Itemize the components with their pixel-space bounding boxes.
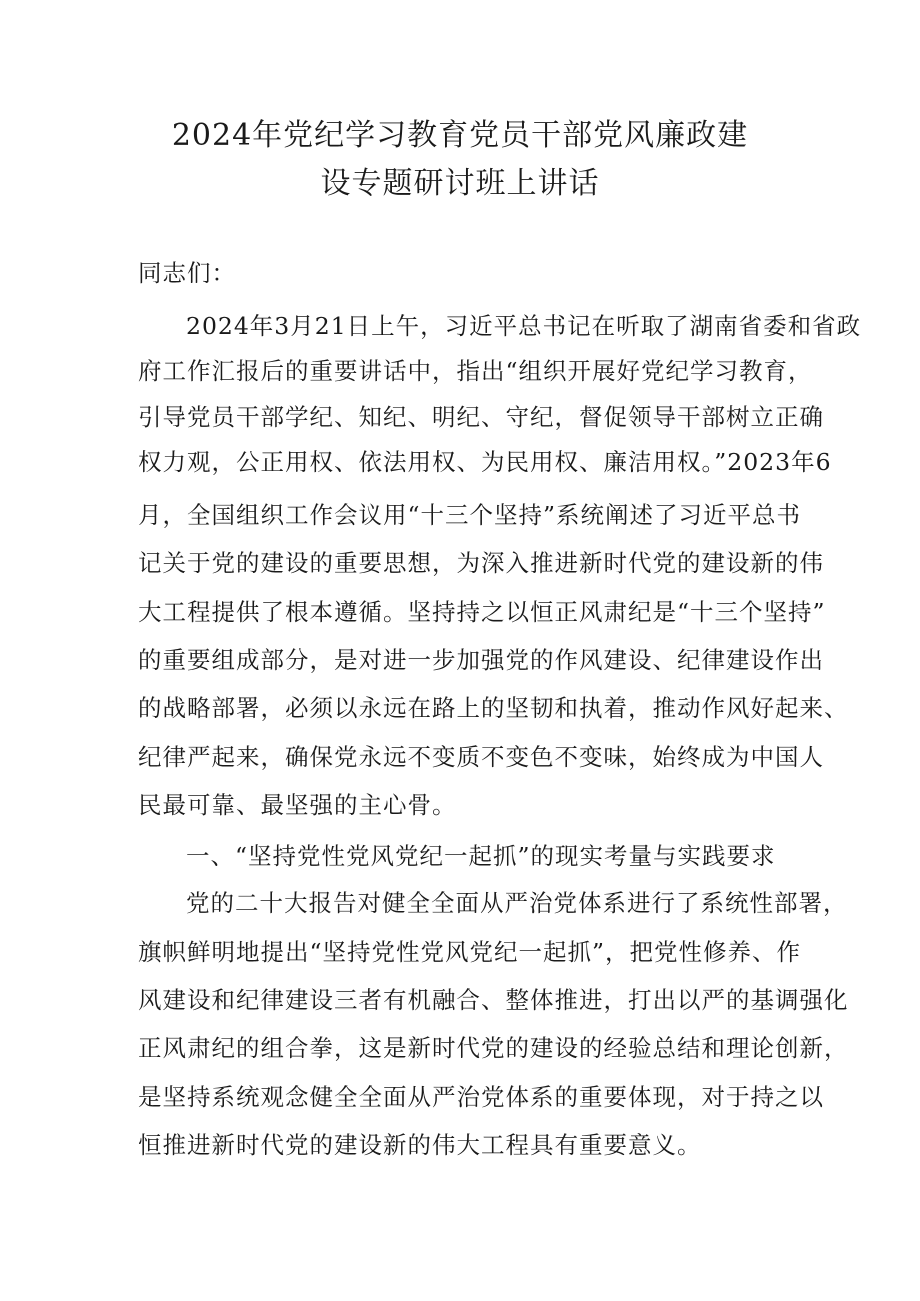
paragraph-1-line: 大工程提供了根本遵循。坚持持之以恒正风肃纪是“十三个坚持” bbox=[138, 598, 826, 626]
paragraph-2-line: 恒推进新时代党的建设新的伟大工程具有重要意义。 bbox=[138, 1131, 702, 1159]
document-title-line-1: 2024年党纪学习教育党员干部党风廉政建 bbox=[171, 118, 749, 153]
paragraph-1-line: 的重要组成部分，是对进一步加强党的作风建设、纪律建设作出 bbox=[138, 646, 824, 674]
paragraph-1-line: 月，全国组织工作会议用“十三个坚持”系统阐述了习近平总书 bbox=[138, 501, 802, 529]
section-1-heading: 一、“坚持党性党风党纪一起抓”的现实考量与实践要求 bbox=[186, 842, 776, 870]
paragraph-2-line: 是坚持系统观念健全全面从严治党体系的重要体现，对于持之以 bbox=[138, 1083, 824, 1111]
paragraph-1-line: 2024年3月21日上午，习近平总书记在听取了湖南省委和省政 bbox=[186, 312, 862, 340]
paragraph-1-line: 权力观，公正用权、依法用权、为民用权、廉洁用权。”2023年6 bbox=[138, 448, 832, 476]
salutation: 同志们： bbox=[138, 259, 236, 287]
paragraph-2-line: 正风肃纪的组合拳，这是新时代党的建设的经验总结和理论创新， bbox=[138, 1034, 849, 1062]
paragraph-2-line: 党的二十大报告对健全全面从严治党体系进行了系统性部署， bbox=[186, 889, 848, 917]
paragraph-2-line: 风建设和纪律建设三者有机融合、整体推进，打出以严的基调强化 bbox=[138, 986, 849, 1014]
paragraph-1-line: 纪律严起来，确保党永远不变质不变色不变味，始终成为中国人 bbox=[138, 743, 824, 771]
paragraph-2-line: 旗帜鲜明地提出“坚持党性党风党纪一起抓”，把党性修养、作 bbox=[138, 938, 802, 966]
paragraph-1-line: 的战略部署，必须以永远在路上的坚韧和执着，推动作风好起来、 bbox=[138, 694, 849, 722]
paragraph-1-line: 府工作汇报后的重要讲话中，指出“组织开展好党纪学习教育， bbox=[138, 357, 813, 385]
paragraph-1-line: 民最可靠、最坚强的主心骨。 bbox=[138, 791, 457, 819]
paragraph-1-line: 引导党员干部学纪、知纪、明纪、守纪，督促领导干部树立正确 bbox=[138, 403, 824, 431]
paragraph-1-line: 记关于党的建设的重要思想，为深入推进新时代党的建设新的伟 bbox=[138, 549, 824, 577]
document-title-line-2: 设专题研讨班上讲话 bbox=[320, 166, 600, 201]
